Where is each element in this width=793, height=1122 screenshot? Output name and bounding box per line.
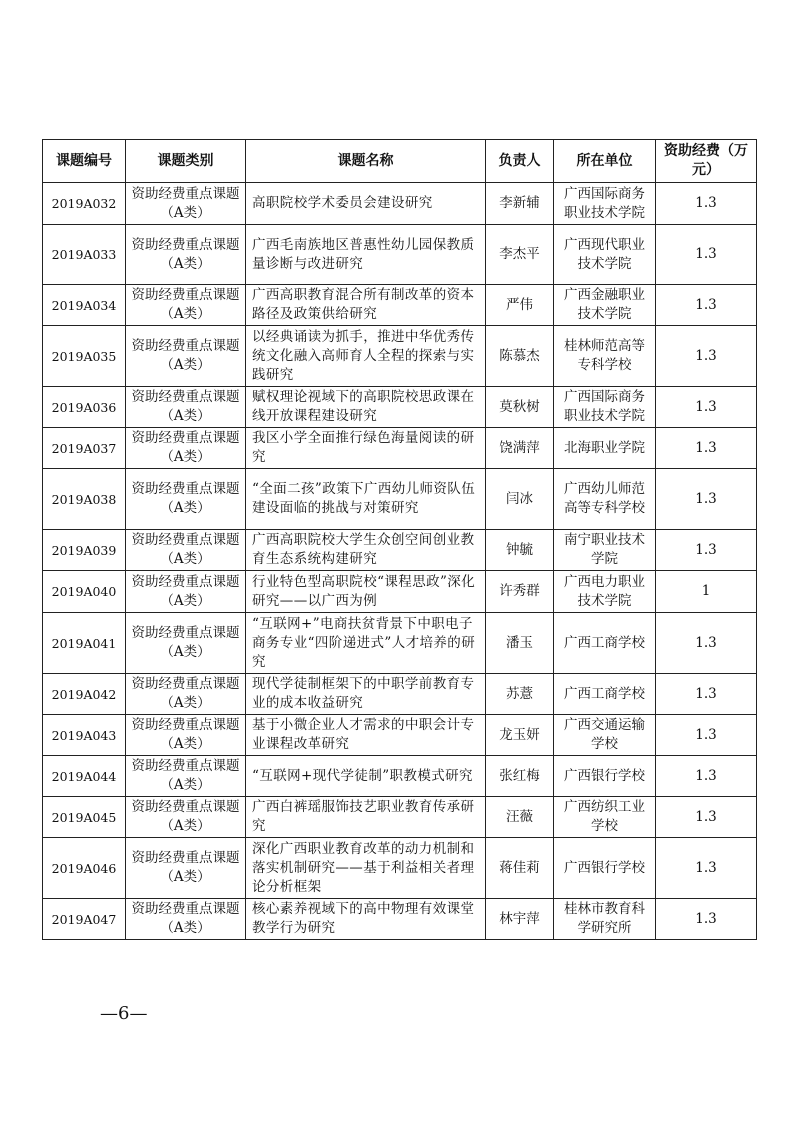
table-row <box>43 469 757 530</box>
cell-code: 2019A039 <box>43 530 126 571</box>
cell-category: 资助经费重点课题（A类） <box>126 571 246 613</box>
cell-code: 2019A047 <box>43 899 126 940</box>
cell-code: 2019A040 <box>43 571 126 613</box>
cell-title: “互联网+现代学徒制”职教模式研究 <box>246 756 486 797</box>
cell-funding: 1 <box>656 571 757 613</box>
cell-leader: 张红梅 <box>486 756 554 797</box>
table-header-row <box>43 140 757 183</box>
cell-unit: 广西国际商务职业技术学院 <box>554 387 656 428</box>
cell-funding: 1.3 <box>656 838 757 899</box>
cell-funding: 1.3 <box>656 756 757 797</box>
cell-title: 赋权理论视域下的高职院校思政课在线开放课程建设研究 <box>246 387 486 428</box>
cell-category: 资助经费重点课题（A类） <box>126 469 246 530</box>
cell-code: 2019A038 <box>43 469 126 530</box>
cell-title: 广西高职院校大学生众创空间创业教育生态系统构建研究 <box>246 530 486 571</box>
column-header-category: 课题类别 <box>126 140 246 183</box>
cell-code: 2019A044 <box>43 756 126 797</box>
cell-leader: 严伟 <box>486 285 554 326</box>
cell-category: 资助经费重点课题（A类） <box>126 326 246 387</box>
cell-funding: 1.3 <box>656 387 757 428</box>
cell-title: 现代学徒制框架下的中职学前教育专业的成本收益研究 <box>246 674 486 715</box>
column-header-leader: 负责人 <box>486 140 554 183</box>
cell-funding: 1.3 <box>656 183 757 225</box>
table-row <box>43 715 757 756</box>
table-row <box>43 225 757 285</box>
cell-code: 2019A045 <box>43 797 126 838</box>
cell-unit: 桂林市教育科学研究所 <box>554 899 656 940</box>
cell-funding: 1.3 <box>656 715 757 756</box>
cell-title: 行业特色型高职院校“课程思政”深化研究——以广西为例 <box>246 571 486 613</box>
cell-unit: 南宁职业技术学院 <box>554 530 656 571</box>
cell-title: 以经典诵读为抓手，推进中华优秀传统文化融入高师育人全程的探索与实践研究 <box>246 326 486 387</box>
cell-category: 资助经费重点课题（A类） <box>126 285 246 326</box>
cell-code: 2019A032 <box>43 183 126 225</box>
cell-category: 资助经费重点课题（A类） <box>126 387 246 428</box>
column-header-unit: 所在单位 <box>554 140 656 183</box>
table-row <box>43 387 757 428</box>
cell-category: 资助经费重点课题（A类） <box>126 613 246 674</box>
cell-leader: 饶满萍 <box>486 428 554 469</box>
cell-category: 资助经费重点课题（A类） <box>126 183 246 225</box>
cell-leader: 钟毓 <box>486 530 554 571</box>
cell-category: 资助经费重点课题（A类） <box>126 838 246 899</box>
cell-unit: 北海职业学院 <box>554 428 656 469</box>
cell-title: 核心素养视域下的高中物理有效课堂教学行为研究 <box>246 899 486 940</box>
cell-unit: 广西幼儿师范高等专科学校 <box>554 469 656 530</box>
cell-leader: 龙玉妍 <box>486 715 554 756</box>
cell-unit: 广西国际商务职业技术学院 <box>554 183 656 225</box>
cell-category: 资助经费重点课题（A类） <box>126 428 246 469</box>
table-row <box>43 674 757 715</box>
cell-title: 基于小微企业人才需求的中职会计专业课程改革研究 <box>246 715 486 756</box>
column-header-title: 课题名称 <box>246 140 486 183</box>
cell-unit: 广西交通运输学校 <box>554 715 656 756</box>
cell-title: “互联网+”电商扶贫背景下中职电子商务专业“四阶递进式”人才培养的研究 <box>246 613 486 674</box>
cell-unit: 广西金融职业技术学院 <box>554 285 656 326</box>
cell-funding: 1.3 <box>656 326 757 387</box>
cell-unit: 广西银行学校 <box>554 838 656 899</box>
cell-leader: 陈慕杰 <box>486 326 554 387</box>
cell-leader: 林宇萍 <box>486 899 554 940</box>
cell-unit: 广西银行学校 <box>554 756 656 797</box>
cell-category: 资助经费重点课题（A类） <box>126 225 246 285</box>
cell-code: 2019A043 <box>43 715 126 756</box>
cell-leader: 李新辅 <box>486 183 554 225</box>
table-body <box>43 183 757 940</box>
cell-funding: 1.3 <box>656 469 757 530</box>
cell-unit: 广西纺织工业学校 <box>554 797 656 838</box>
table-row <box>43 530 757 571</box>
cell-code: 2019A036 <box>43 387 126 428</box>
cell-code: 2019A033 <box>43 225 126 285</box>
cell-code: 2019A034 <box>43 285 126 326</box>
cell-category: 资助经费重点课题（A类） <box>126 899 246 940</box>
cell-funding: 1.3 <box>656 613 757 674</box>
cell-leader: 李杰平 <box>486 225 554 285</box>
cell-category: 资助经费重点课题（A类） <box>126 530 246 571</box>
cell-code: 2019A037 <box>43 428 126 469</box>
column-header-funding: 资助经费（万元） <box>656 140 757 183</box>
cell-title: 深化广西职业教育改革的动力机制和落实机制研究——基于利益相关者理论分析框架 <box>246 838 486 899</box>
cell-category: 资助经费重点课题（A类） <box>126 715 246 756</box>
table-row <box>43 571 757 613</box>
table-row <box>43 183 757 225</box>
cell-unit: 广西现代职业技术学院 <box>554 225 656 285</box>
cell-funding: 1.3 <box>656 530 757 571</box>
cell-unit: 桂林师范高等专科学校 <box>554 326 656 387</box>
cell-funding: 1.3 <box>656 797 757 838</box>
cell-leader: 闫冰 <box>486 469 554 530</box>
table-row <box>43 326 757 387</box>
cell-category: 资助经费重点课题（A类） <box>126 797 246 838</box>
cell-leader: 汪薇 <box>486 797 554 838</box>
cell-leader: 潘玉 <box>486 613 554 674</box>
table-row <box>43 797 757 838</box>
cell-title: 高职院校学术委员会建设研究 <box>246 183 486 225</box>
table-row <box>43 285 757 326</box>
cell-funding: 1.3 <box>656 428 757 469</box>
cell-title: 广西白裤瑶服饰技艺职业教育传承研究 <box>246 797 486 838</box>
cell-funding: 1.3 <box>656 285 757 326</box>
cell-code: 2019A041 <box>43 613 126 674</box>
page-number: —6— <box>100 1003 148 1024</box>
cell-code: 2019A035 <box>43 326 126 387</box>
cell-leader: 莫秋树 <box>486 387 554 428</box>
table-row <box>43 899 757 940</box>
cell-title: 我区小学全面推行绿色海量阅读的研究 <box>246 428 486 469</box>
cell-unit: 广西电力职业技术学院 <box>554 571 656 613</box>
column-header-code: 课题编号 <box>43 140 126 183</box>
projects-table <box>42 139 757 940</box>
table-row <box>43 756 757 797</box>
table-row <box>43 613 757 674</box>
cell-funding: 1.3 <box>656 225 757 285</box>
cell-leader: 蒋佳莉 <box>486 838 554 899</box>
cell-title: 广西高职教育混合所有制改革的资本路径及政策供给研究 <box>246 285 486 326</box>
table-row <box>43 428 757 469</box>
cell-title: 广西毛南族地区普惠性幼儿园保教质量诊断与改进研究 <box>246 225 486 285</box>
cell-code: 2019A046 <box>43 838 126 899</box>
cell-code: 2019A042 <box>43 674 126 715</box>
cell-category: 资助经费重点课题（A类） <box>126 674 246 715</box>
cell-unit: 广西工商学校 <box>554 674 656 715</box>
cell-leader: 许秀群 <box>486 571 554 613</box>
cell-funding: 1.3 <box>656 899 757 940</box>
cell-funding: 1.3 <box>656 674 757 715</box>
cell-title: “全面二孩”政策下广西幼儿师资队伍建设面临的挑战与对策研究 <box>246 469 486 530</box>
table-row <box>43 838 757 899</box>
cell-leader: 苏薏 <box>486 674 554 715</box>
cell-category: 资助经费重点课题（A类） <box>126 756 246 797</box>
cell-unit: 广西工商学校 <box>554 613 656 674</box>
